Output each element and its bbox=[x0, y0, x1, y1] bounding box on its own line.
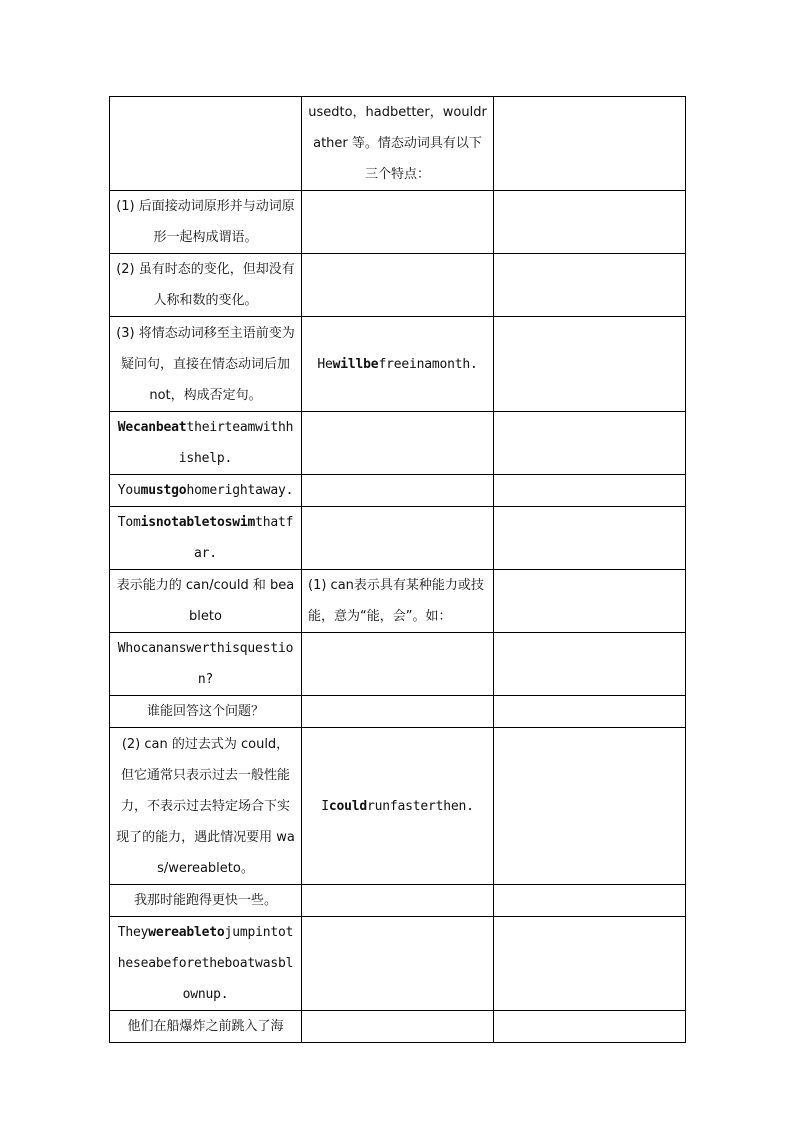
example-text: homerightaway. bbox=[186, 483, 294, 498]
emphasis-text: wereableto bbox=[148, 925, 225, 940]
table-cell bbox=[110, 917, 302, 1011]
table-cell: 他们在船爆炸之前跳入了海 bbox=[110, 1011, 302, 1043]
table-cell bbox=[302, 317, 494, 412]
example-text: freeinamonth. bbox=[378, 356, 478, 372]
table-cell bbox=[494, 97, 686, 191]
table-cell: 表示能力的 can/could 和 beableto bbox=[110, 570, 302, 633]
table-row bbox=[110, 412, 686, 475]
table-cell bbox=[494, 728, 686, 885]
table-cell bbox=[302, 885, 494, 917]
table-row bbox=[110, 633, 686, 696]
table-row bbox=[110, 885, 686, 917]
table-cell: (1) can表示具有某种能力或技能，意为“能，会”。如： bbox=[302, 570, 494, 633]
table-cell: (2) 虽有时态的变化，但却没有人称和数的变化。 bbox=[110, 254, 302, 317]
table-row bbox=[110, 254, 686, 317]
example-text: I bbox=[321, 798, 329, 814]
table-cell bbox=[494, 885, 686, 917]
table-row bbox=[110, 317, 686, 412]
table-cell bbox=[110, 412, 302, 475]
table-row bbox=[110, 191, 686, 254]
emphasis-text bbox=[118, 420, 187, 435]
table-cell bbox=[494, 507, 686, 570]
table-cell bbox=[494, 254, 686, 317]
table-cell bbox=[302, 507, 494, 570]
table-cell bbox=[494, 475, 686, 507]
table-cell bbox=[302, 696, 494, 728]
table-cell bbox=[302, 633, 494, 696]
table-cell: 谁能回答这个问题？ bbox=[110, 696, 302, 728]
table-cell bbox=[302, 1011, 494, 1043]
table-row bbox=[110, 1011, 686, 1043]
emphasis-text: willbe bbox=[332, 356, 379, 372]
table-cell bbox=[302, 191, 494, 254]
example-text: You bbox=[117, 483, 141, 498]
table-cell bbox=[110, 507, 302, 570]
example-text: theirteamwithhishelp. bbox=[178, 420, 294, 466]
table-row bbox=[110, 570, 686, 633]
table-row bbox=[110, 696, 686, 728]
table-cell bbox=[494, 412, 686, 475]
emphasis-text: mustgo bbox=[140, 483, 187, 498]
example-text: thatfar. bbox=[194, 515, 294, 561]
example-text: runfasterthen. bbox=[367, 798, 474, 814]
table-cell: (2) can 的过去式为 could，但它通常只表示过去一般性能力，不表示过去特定场合下实现了的能力，遇此情况要用 was/wereableto。 bbox=[110, 728, 302, 885]
example-text: We bbox=[117, 420, 134, 435]
table-cell bbox=[494, 317, 686, 412]
table-cell: (1) 后面接动词原形并与动词原形一起构成谓语。 bbox=[110, 191, 302, 254]
table-cell bbox=[302, 728, 494, 885]
table-cell bbox=[494, 191, 686, 254]
example-text: Tom bbox=[117, 515, 141, 530]
table-cell: usedto，hadbetter，wouldrather 等。情态动词具有以下三个特点： bbox=[302, 97, 494, 191]
table-row bbox=[110, 97, 686, 191]
table-cell bbox=[302, 475, 494, 507]
table-cell bbox=[302, 412, 494, 475]
example-text: canbeat bbox=[133, 420, 187, 435]
example-text: They bbox=[117, 925, 149, 940]
table-cell bbox=[494, 696, 686, 728]
table-row bbox=[110, 728, 686, 885]
table-cell bbox=[110, 475, 302, 507]
grammar-table bbox=[109, 96, 686, 1043]
table-cell bbox=[494, 570, 686, 633]
table-cell bbox=[494, 633, 686, 696]
example-text: jumpintotheseabeforetheboatwasblownup. bbox=[117, 925, 294, 1002]
emphasis-text: isnotabletoswim bbox=[140, 515, 256, 530]
example-text: He bbox=[317, 356, 333, 372]
table-row bbox=[110, 475, 686, 507]
table-cell bbox=[302, 254, 494, 317]
table-row bbox=[110, 917, 686, 1011]
table-row bbox=[110, 507, 686, 570]
table-cell: Whocananswerthisquestion? bbox=[110, 633, 302, 696]
table-cell bbox=[494, 1011, 686, 1043]
table-cell: (3) 将情态动词移至主语前变为疑问句，直接在情态动词后加 not，构成否定句。 bbox=[110, 317, 302, 412]
table-cell: 我那时能跑得更快一些。 bbox=[110, 885, 302, 917]
table-cell bbox=[110, 97, 302, 191]
emphasis-text: could bbox=[328, 798, 367, 814]
table-cell bbox=[302, 917, 494, 1011]
table-cell bbox=[494, 917, 686, 1011]
